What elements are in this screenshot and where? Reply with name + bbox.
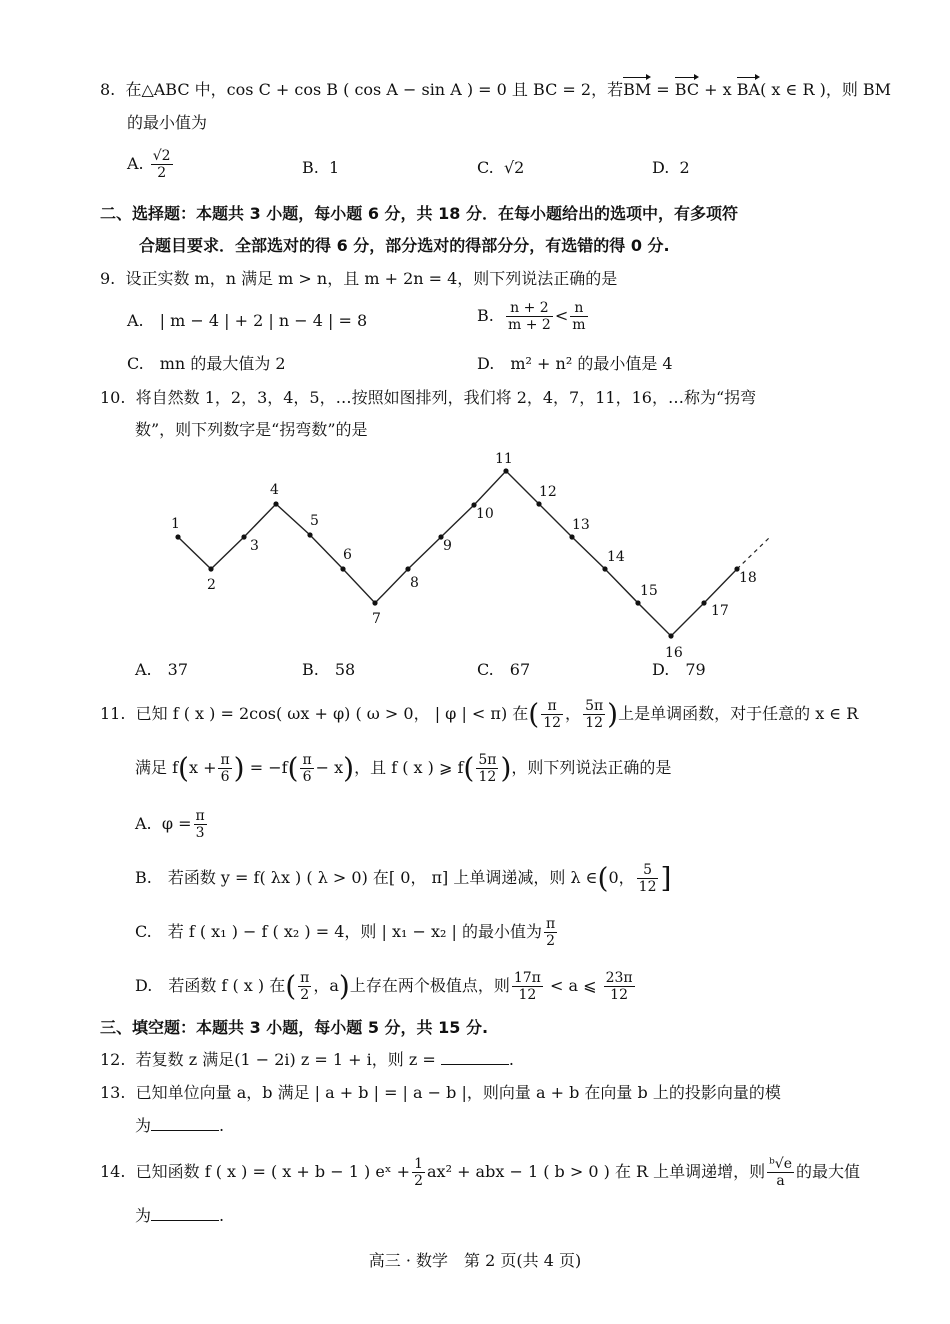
q11-text: x +: [188, 758, 217, 777]
denominator: 3: [195, 825, 205, 841]
q10-option-a: A. 37: [135, 660, 189, 679]
q9-option-b: [477, 300, 590, 333]
vector-ba: BA: [737, 78, 760, 102]
zigzag-point: [273, 501, 278, 506]
interval-right: ，a: [313, 976, 339, 995]
denominator: 12: [638, 879, 657, 895]
q8-option-b: [302, 156, 339, 180]
q9-option-c: C. mn 的最大值为 2: [127, 354, 286, 373]
zigzag-point: [668, 633, 673, 638]
zigzag-figure: [0, 448, 950, 668]
denominator: 2: [300, 987, 310, 1003]
fraction: [298, 970, 311, 1003]
q14-stem-cont: ax² + abx − 1 ( b > 0 ) 在 R 上单调递增，则: [427, 1162, 766, 1181]
q11-text: = −f: [244, 758, 288, 777]
zigzag-label: 9: [443, 538, 452, 554]
q9-stem: 设正实数 m，n 满足 m > n，且 m + 2n = 4，则下列说法正确的是: [125, 269, 618, 288]
q8-option-d: [652, 156, 690, 180]
option-text: C. 若 f ( x₁ ) − f ( x₂ ) = 4，则 | x₁ − x₂ | 的最小值为: [135, 922, 542, 941]
denominator: 12: [543, 715, 562, 731]
bracket-right: ]: [660, 861, 672, 895]
q10-option-c: C. 67: [477, 660, 531, 679]
q8-stem: 在△ABC 中，cos C + cos B ( cos A − sin A ) = 0 且 BC = 2，若: [125, 80, 624, 99]
page-footer: 高三 · 数学 第 2 页(共 4 页): [368, 1251, 582, 1270]
zigzag-label: 17: [711, 603, 729, 619]
q8-line2: 的最小值为: [127, 113, 208, 132]
numerator: 5: [637, 862, 659, 879]
denominator: 2: [546, 933, 556, 949]
period: .: [508, 1050, 514, 1069]
zigzag-label: 2: [207, 577, 216, 593]
numerator: 5π: [585, 698, 604, 714]
denominator: 6: [302, 769, 312, 785]
zigzag-label: 5: [310, 513, 319, 529]
q14-line2: [135, 1204, 224, 1228]
q10-stem: 将自然数 1，2，3，4，5，…按照如图排列，我们将 2，4，7，11，16，…称为“拐弯: [135, 388, 757, 407]
zigzag-label: 1: [171, 516, 180, 532]
q10-option-d: D. 79: [652, 660, 706, 679]
q10-line1: [100, 386, 756, 410]
fraction: [583, 698, 605, 731]
zigzag-point: [405, 566, 410, 571]
vector-bc: BC: [675, 78, 699, 102]
zigzag-label: 13: [572, 517, 590, 533]
numerator: √2: [152, 148, 171, 164]
option-text: 2: [679, 158, 690, 177]
option-label: B.: [477, 306, 494, 325]
denominator: 12: [585, 715, 604, 731]
q8-option-a: [127, 148, 175, 181]
fraction: [194, 808, 207, 841]
denominator: m + 2: [508, 317, 551, 333]
numerator: π: [220, 752, 230, 768]
fraction: [218, 752, 231, 785]
section-2-heading: 二、选择题：本题共 3 小题，每小题 6 分，共 18 分．在每小题给出的选项中，有多项符: [100, 204, 738, 223]
q11-text: ，则下列说法正确的是: [511, 758, 672, 777]
paren-right: ): [607, 697, 619, 731]
zigzag-label: 16: [665, 645, 683, 661]
option-label: D.: [652, 158, 670, 177]
zigzag-point: [372, 600, 377, 605]
zigzag-label: 7: [372, 611, 381, 627]
fraction: [512, 970, 543, 1003]
q8-line1: [100, 78, 891, 102]
fraction: [151, 148, 173, 181]
answer-blank[interactable]: [151, 1116, 219, 1131]
zigzag-path: [178, 471, 737, 636]
zigzag-point: [635, 600, 640, 605]
q11-option-b: [135, 858, 671, 899]
q14-number: 14.: [100, 1162, 126, 1181]
q13-number: 13.: [100, 1083, 126, 1102]
vector-bm: BM: [623, 78, 651, 102]
numerator: n + 2: [506, 300, 553, 317]
paren-right: ): [338, 969, 350, 1003]
fraction: [604, 970, 635, 1003]
zigzag-point: [307, 532, 312, 537]
q13-stem-cont: 为: [135, 1116, 152, 1135]
q11-text: 满足 f: [135, 758, 179, 777]
numerator: π: [300, 970, 310, 986]
zigzag-label: 4: [270, 482, 279, 498]
paren-right: ): [343, 751, 355, 785]
zigzag-point: [241, 534, 246, 539]
denominator: 12: [478, 769, 497, 785]
fraction: [570, 300, 587, 333]
q11-text: − x: [315, 758, 344, 777]
q11-option-d: [135, 966, 637, 1007]
denominator: 6: [220, 769, 230, 785]
q14-line1: [100, 1150, 860, 1194]
q13-line1: [100, 1081, 781, 1105]
denominator: 2: [414, 1173, 423, 1189]
denominator: m: [572, 317, 586, 333]
zigzag-label: 14: [607, 549, 625, 565]
q11-line2: [135, 748, 671, 789]
paren-left: (: [463, 751, 475, 785]
q14-stem: 已知函数 f ( x ) = ( x + b − 1 ) eˣ +: [135, 1162, 411, 1181]
q11-stem-cont: 上是单调函数，对于任意的 x ∈ R: [618, 704, 859, 723]
q8-plus-x: + x: [699, 80, 737, 99]
q11-option-a: [135, 804, 209, 844]
option-text: 1: [329, 158, 340, 177]
answer-blank[interactable]: [151, 1206, 219, 1221]
q12-stem: 若复数 z 满足(1 − 2i) z = 1 + i，则 z =: [135, 1050, 436, 1069]
option-text: D. 若函数 f ( x ) 在: [135, 976, 286, 995]
less-than: <: [554, 306, 569, 325]
paren-left: (: [285, 969, 297, 1003]
fraction: [544, 916, 557, 949]
option-label: A.: [135, 814, 152, 833]
paren-left: (: [287, 751, 299, 785]
fraction: [541, 698, 563, 731]
zigzag-label: 6: [343, 547, 352, 563]
period: .: [219, 1116, 225, 1135]
numerator: π: [545, 916, 556, 932]
inequality: < a ⩽: [544, 976, 602, 995]
fraction: [637, 862, 659, 895]
paren-left: (: [528, 697, 540, 731]
q13-stem: 已知单位向量 a，b 满足 | a + b | = | a − b |，则向量 a + b 在向量 b 上的投影向量的模: [135, 1083, 781, 1102]
paren-left: (: [597, 861, 609, 895]
zigzag-point: [340, 566, 345, 571]
option-label: B.: [302, 158, 319, 177]
answer-blank[interactable]: [441, 1050, 509, 1065]
q13-line2: [135, 1114, 224, 1138]
q14-stem-cont: 为: [135, 1206, 152, 1225]
q12-line: [100, 1048, 514, 1072]
q9-number: 9.: [100, 269, 116, 288]
q11-text: ，且 f ( x ) ⩾ f: [354, 758, 464, 777]
numerator: π: [541, 698, 563, 715]
denominator: a: [776, 1173, 785, 1189]
q9-option-a: A. | m − 4 | + 2 | n − 4 | = 8: [127, 311, 368, 330]
q10-option-b: B. 58: [302, 660, 356, 679]
numerator: 17π: [513, 970, 541, 986]
section-2-heading-cont: 合题目要求．全部选对的得 6 分，部分选对的得部分分，有选错的得 0 分.: [139, 236, 670, 255]
option-label: C.: [477, 158, 494, 177]
numerator: π: [195, 808, 205, 824]
paren-right: ): [500, 751, 512, 785]
option-text: √2: [503, 158, 525, 177]
zigzag-point: [175, 534, 180, 539]
fraction: [767, 1156, 794, 1189]
denominator: 2: [157, 165, 167, 181]
numerator: π: [302, 752, 312, 768]
q8-number: 8.: [100, 80, 116, 99]
numerator: 1: [414, 1156, 423, 1172]
numerator: 23π: [605, 970, 633, 986]
q8-equals: =: [651, 80, 675, 99]
q11-number: 11.: [100, 704, 126, 723]
zigzag-label: 8: [410, 575, 419, 591]
fraction: [412, 1156, 425, 1189]
paren-right: ): [233, 751, 245, 785]
zigzag-point: [569, 534, 574, 539]
q11-stem: 已知 f ( x ) = 2cos( ωx + φ) ( ω > 0， | φ | < π) 在: [135, 704, 529, 723]
zigzag-label: 12: [539, 484, 557, 500]
zigzag-label: 11: [495, 451, 513, 467]
zigzag-point: [208, 566, 213, 571]
numerator: n: [570, 300, 587, 317]
fraction: [506, 300, 553, 333]
paren-left: (: [178, 751, 189, 785]
option-text: 上存在两个极值点，则: [349, 976, 510, 995]
zigzag-point: [536, 501, 541, 506]
q9-stem-line: [100, 267, 617, 291]
q11-line1: 11. 已知 f ( x ) = 2cos( ωx + φ) ( ω > 0， | φ | < π) 在( $\frac{\pi}{12}$ ， $\frac{5\pi}{12}$ )上是单调函数，对于任意的 x ∈ R: [100, 697, 859, 731]
zigzag-point: [602, 566, 607, 571]
section-3-heading: 三、填空题：本题共 3 小题，每小题 5 分，共 15 分.: [100, 1018, 489, 1037]
zigzag-label: 15: [640, 583, 658, 599]
zigzag-label: 18: [739, 570, 757, 586]
fraction: [476, 752, 498, 785]
period: .: [219, 1206, 225, 1225]
q8-condition: ( x ∈ R )，则 BM: [760, 80, 892, 99]
q11-option-c: [135, 912, 559, 952]
q14-stem-end: 的最大值: [795, 1162, 860, 1181]
option-text: B. 若函数 y = f( λx ) ( λ > 0) 在[ 0， π] 上单调递减，则 λ ∈: [135, 868, 598, 887]
fraction: [300, 752, 313, 785]
q10-line2: 数”，则下列数字是“拐弯数”的是: [135, 420, 368, 439]
zigzag-point: [503, 468, 508, 473]
numerator: ᵇ√e: [769, 1156, 792, 1172]
zigzag-label: 10: [476, 506, 494, 522]
q12-number: 12.: [100, 1050, 126, 1069]
zigzag-point: [701, 600, 706, 605]
zigzag-continuation: [737, 537, 770, 569]
q8-option-c: [477, 156, 524, 180]
numerator: 5π: [478, 752, 497, 768]
interval-left: 0，: [608, 868, 635, 887]
denominator: 12: [518, 987, 537, 1003]
option-label: A.: [127, 154, 144, 173]
option-text: φ =: [161, 814, 192, 833]
denominator: 12: [610, 987, 628, 1003]
zigzag-label: 3: [250, 538, 259, 554]
q9-option-d: D. m² + n² 的最小值是 4: [477, 354, 673, 373]
q10-number: 10.: [100, 388, 126, 407]
